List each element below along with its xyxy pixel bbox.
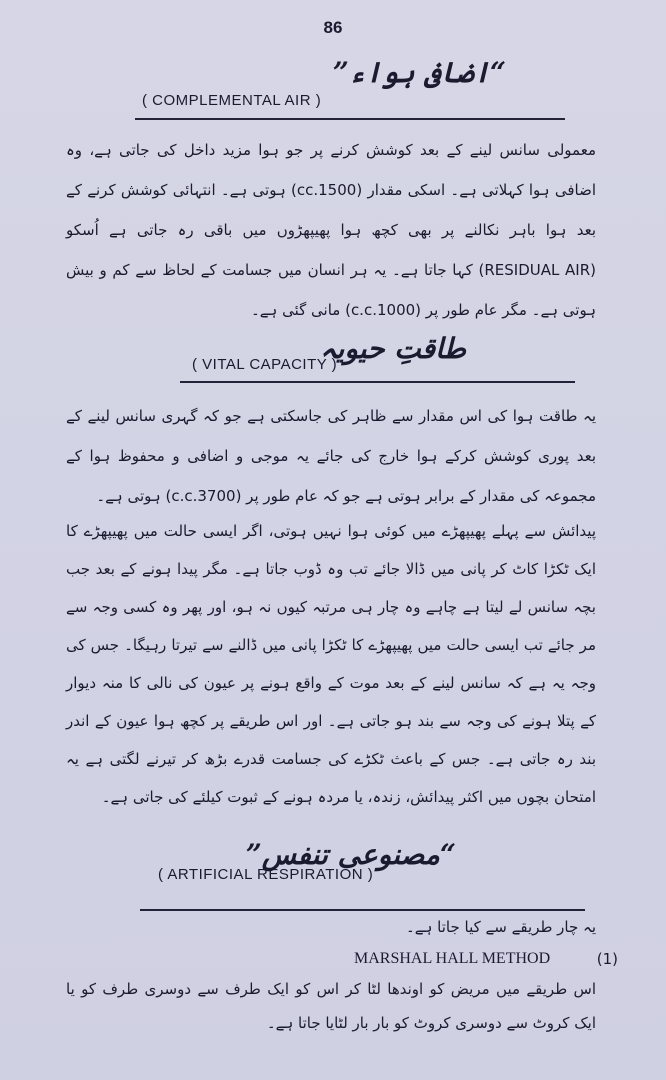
section-divider	[135, 118, 565, 120]
section-heading-artificial-respiration: “مصنوعی تنفس”	[245, 838, 456, 871]
section-subtitle-complemental-air: ( COMPLEMENTAL AIR )	[142, 92, 322, 109]
paragraph-complemental-air: معمولی سانس لینے کے بعد کوشش کرنے پر جو ہوا مزید داخل کی جاتی ہے، وہ اضافی ہوا کہلاتی ہے۔ اسکی مقدار (1500.cc) ہوتی ہے۔ انتہائی کوشش کرنے کے بعد ہوا باہر نکالنے پر بھی کچھ ہوا پھیپھڑوں میں باقی رہ جاتی ہے اُسکو (RESIDUAL AIR) کہا جاتا ہے۔ یہ ہر انسان میں جسامت کے لحاظ سے کم و بیش ہوتی ہے۔ مگر عام طور پر (1000.c.c) مانی گئی ہے۔	[66, 141, 597, 319]
section-subtitle-artificial-respiration: ( ARTIFICIAL RESPIRATION )	[158, 866, 374, 883]
method-name: MARSHAL HALL METHOD	[354, 950, 551, 967]
method-description: اس طریقے میں مریض کو اوندھا لٹا کر اس کو ایک طرف سے دوسری طرف کو یا ایک کروٹ سے دوسری کروٹ کو بار بار لٹایا جاتا ہے۔	[66, 980, 596, 1032]
method-number: (1)	[596, 950, 618, 968]
section-heading-complemental-air: “اضافی ہواء”	[332, 56, 506, 89]
methods-intro: یہ چار طریقے سے کیا جاتا ہے۔	[406, 918, 596, 936]
section-subtitle-vital-capacity: ( VITAL CAPACITY )	[192, 356, 338, 373]
section-heading-vital-capacity: طاقتِ حیویہ	[320, 332, 466, 365]
page-number: 86	[323, 18, 343, 37]
paragraph-vital-capacity: یہ طاقت ہوا کی اس مقدار سے ظاہر کی جاسکتی ہے جو کہ گہری سانس لینے کے بعد پوری کوشش کرکے ہوا خارج کی جائے یہ موجی و اضافی و محفوظ ہوا کے مجموعہ کی مقدار کے برابر ہوتی ہے جو کہ عام طور پر (3700.c.c) ہوتی ہے۔	[66, 407, 596, 505]
paragraph-lung-float-test: پیدائش سے پہلے پھیپھڑے میں کوئی ہوا نہیں ہوتی، اگر ایسی حالت میں پھیپھڑے کا ایک ٹکڑا کاٹ کر پانی میں ڈالا جائے تب وہ ڈوب جاتا ہے۔ مگر پیدا ہونے کے بعد جب بچہ سانس لے لیتا ہے چاہے وہ چار ہی مرتبہ کیوں نہ ہو، اور پھر وہ کسی وجہ سے مر جائے تب ایسی حالت میں پھیپھڑے کا ٹکڑا پانی میں ڈالنے سے تیرتا رہیگا۔ جس کی وجہ یہ ہے کہ سانس لینے کے بعد موت کے واقع ہونے پر عیون کی نالی کا منہ دیوار کے پتلا ہونے کی وجہ سے بند ہو جاتی ہے۔ اور اس طریقے پر کچھ ہوا عیون کے اندر بند رہ جاتی ہے۔ جس کے باعث ٹکڑے کی جسامت قدرے بڑھ کر تیرنے لگتی ہے یہ امتحان بچوں میں اکثر پیدائش، زندہ، یا مردہ ہونے کے ثبوت کیلئے کی جاتی ہے۔	[66, 522, 596, 806]
section-divider	[180, 381, 575, 383]
section-divider	[140, 909, 585, 911]
